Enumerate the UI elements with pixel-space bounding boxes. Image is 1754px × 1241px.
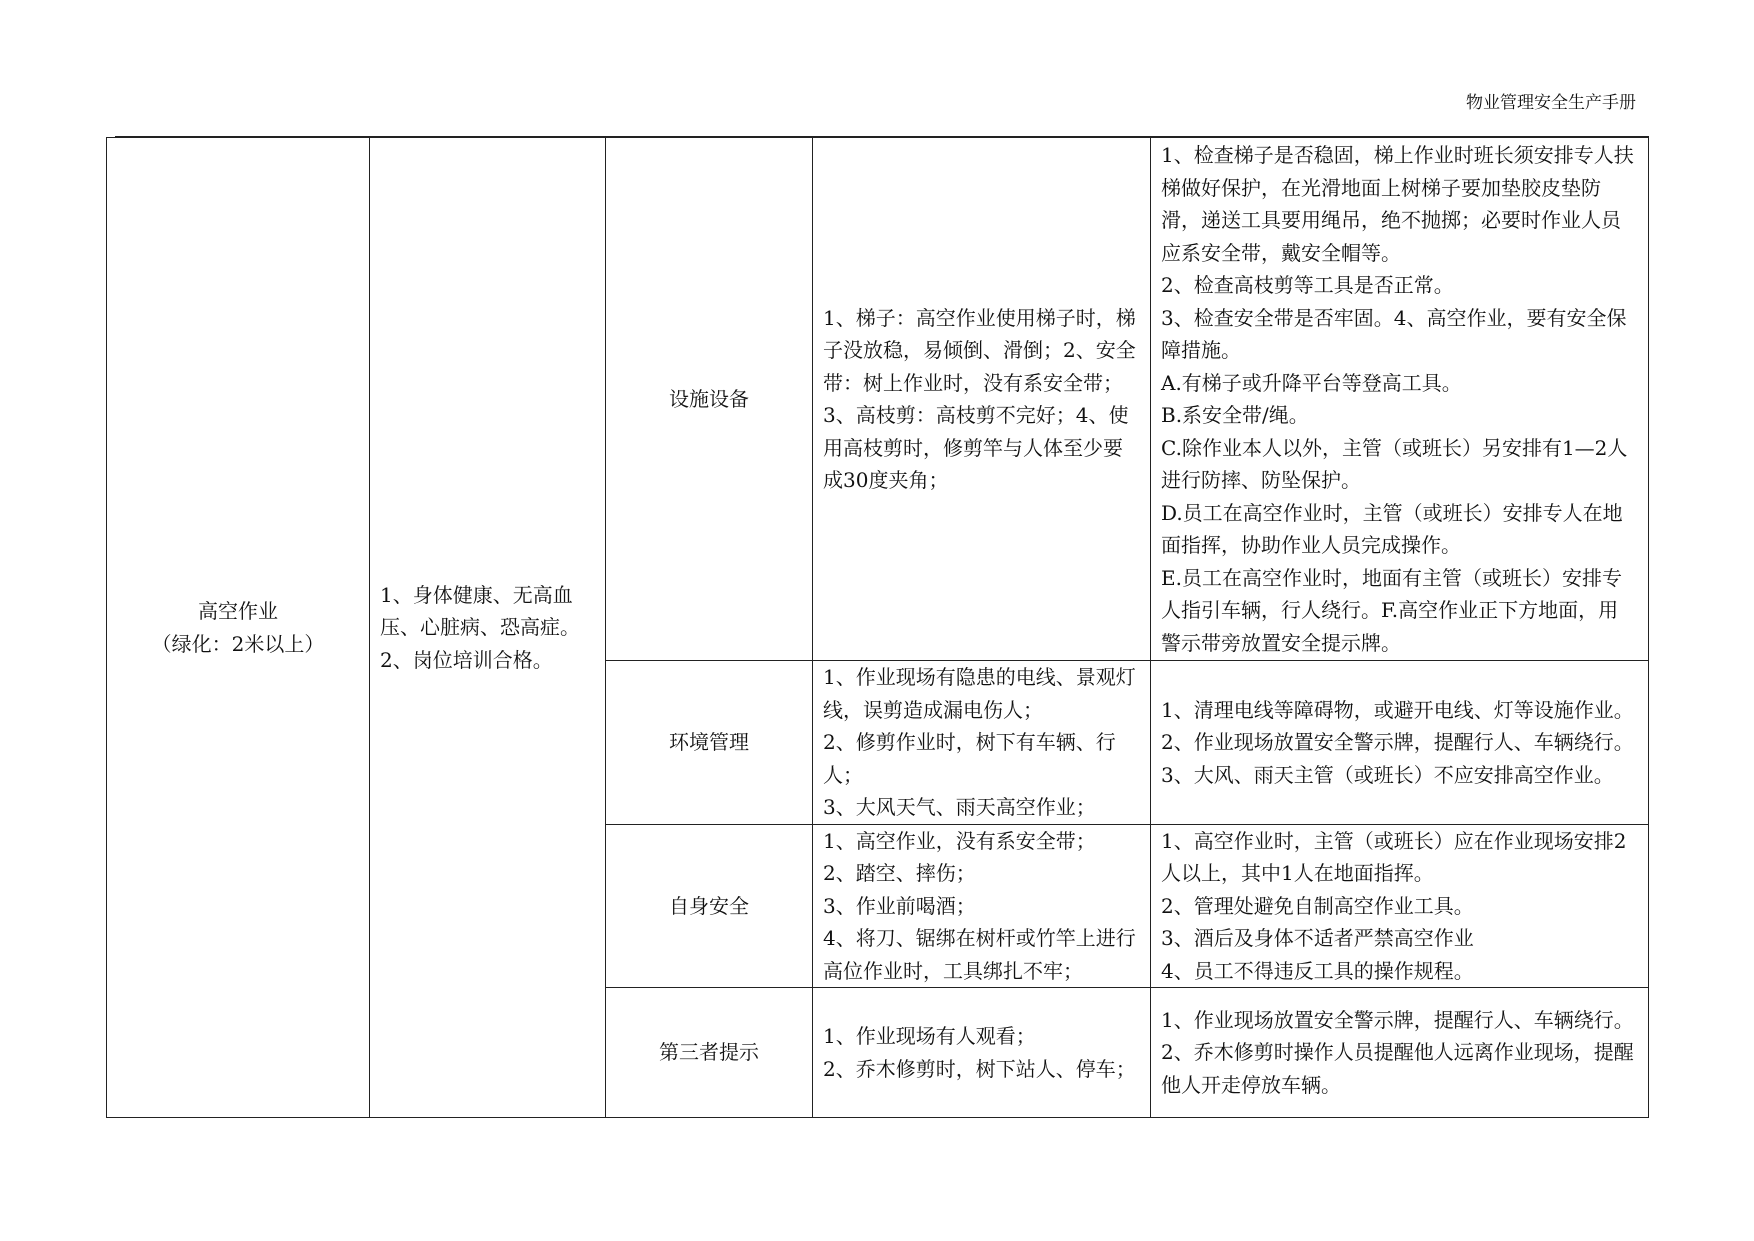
hazard-item: 3、大风天气、雨天高空作业； — [823, 795, 1096, 819]
measure-item: A.有梯子或升降平台等登高工具。 — [1161, 370, 1462, 395]
measure-item: 1、作业现场放置安全警示牌，提醒行人、车辆绕行。 — [1161, 1007, 1634, 1032]
measure-item: 3、酒后及身体不适者严禁高空作业 — [1161, 926, 1474, 950]
work-type-note: （绿化：2米以上） — [151, 631, 325, 656]
work-type-name: 高空作业 — [198, 599, 278, 623]
measure-item: E.员工在高空作业时，地面有主管（或班长）安排专人指引车辆，行人绕行。F.高空作业正下方地面，用警示带旁放置安全提示牌。 — [1161, 565, 1622, 655]
measures-cell — [1151, 138, 1649, 661]
measure-item: 1、高空作业时，主管（或班长）应在作业现场安排2人以上，其中1人在地面指挥。 — [1161, 828, 1627, 885]
measure-item: 3、检查安全带是否牢固。4、高空作业，要有安全保障措施。 — [1161, 305, 1627, 362]
measure-item: 2、乔木修剪时操作人员提醒他人远离作业现场，提醒他人开走停放车辆。 — [1161, 1040, 1634, 1097]
hazard-item: 2、踏空、摔伤； — [823, 861, 976, 885]
category-cell: 自身安全 — [606, 824, 813, 988]
requirement-item: 2、岗位培训合格。 — [380, 647, 553, 672]
requirements-cell — [370, 138, 606, 1118]
measure-item: D.员工在高空作业时，主管（或班长）安排专人在地面指挥，协助作业人员完成操作。 — [1161, 500, 1623, 557]
category-cell: 第三者提示 — [606, 988, 813, 1118]
hazard-item: 2、修剪作业时，树下有车辆、行人； — [823, 730, 1116, 787]
category-cell: 设施设备 — [606, 138, 813, 661]
hazard-item: 1、作业现场有人观看； — [823, 1024, 1036, 1048]
measure-item: 4、员工不得违反工具的操作规程。 — [1161, 958, 1474, 983]
measure-item: 2、管理处避免自制高空作业工具。 — [1161, 893, 1474, 918]
hazard-item: 3、作业前喝酒； — [823, 893, 976, 918]
measures-cell — [1151, 661, 1649, 825]
measure-item: 2、检查高枝剪等工具是否正常。 — [1161, 273, 1454, 297]
safety-table — [106, 137, 1649, 1118]
category-cell: 环境管理 — [606, 661, 813, 825]
measure-item: 1、清理电线等障碍物，或避开电线、灯等设施作业。 — [1161, 697, 1634, 722]
hazard-item: 1、梯子：高空作业使用梯子时，梯子没放稳，易倾倒、滑倒；2、安全带：树上作业时，没有系安全带；3、高枝剪：高枝剪不完好；4、使用高枝剪时，修剪竿与人体至少要成30度夹角； — [823, 305, 1136, 492]
measure-item: 3、大风、雨天主管（或班长）不应安排高空作业。 — [1161, 762, 1614, 787]
hazards-cell — [813, 988, 1151, 1118]
hazard-item: 1、作业现场有隐患的电线、景观灯线，误剪造成漏电伤人； — [823, 665, 1136, 722]
measure-item: 1、检查梯子是否稳固，梯上作业时班长须安排专人扶梯做好保护，在光滑地面上树梯子要加垫胶皮垫防滑，递送工具要用绳吊，绝不抛掷；必要时作业人员应系安全带，戴安全帽等。 — [1161, 143, 1634, 265]
table-row — [107, 138, 1649, 661]
page-header-title: 物业管理安全生产手册 — [1466, 93, 1636, 113]
hazards-cell — [813, 138, 1151, 661]
measure-item: B.系安全带/绳。 — [1161, 403, 1309, 427]
hazard-item: 1、高空作业，没有系安全带； — [823, 828, 1096, 853]
work-type-cell — [107, 138, 370, 1118]
measure-item: C.除作业本人以外，主管（或班长）另安排有1—2人进行防摔、防坠保护。 — [1161, 435, 1628, 492]
measures-cell — [1151, 988, 1649, 1118]
hazard-item: 2、乔木修剪时，树下站人、停车； — [823, 1056, 1136, 1081]
hazard-item: 4、将刀、锯绑在树杆或竹竿上进行高位作业时，工具绑扎不牢； — [823, 926, 1136, 983]
measure-item: 2、作业现场放置安全警示牌，提醒行人、车辆绕行。 — [1161, 730, 1634, 754]
hazards-cell — [813, 661, 1151, 825]
requirement-item: 1、身体健康、无高血压、心脏病、恐高症。 — [380, 582, 580, 640]
hazards-cell — [813, 824, 1151, 988]
measures-cell — [1151, 824, 1649, 988]
